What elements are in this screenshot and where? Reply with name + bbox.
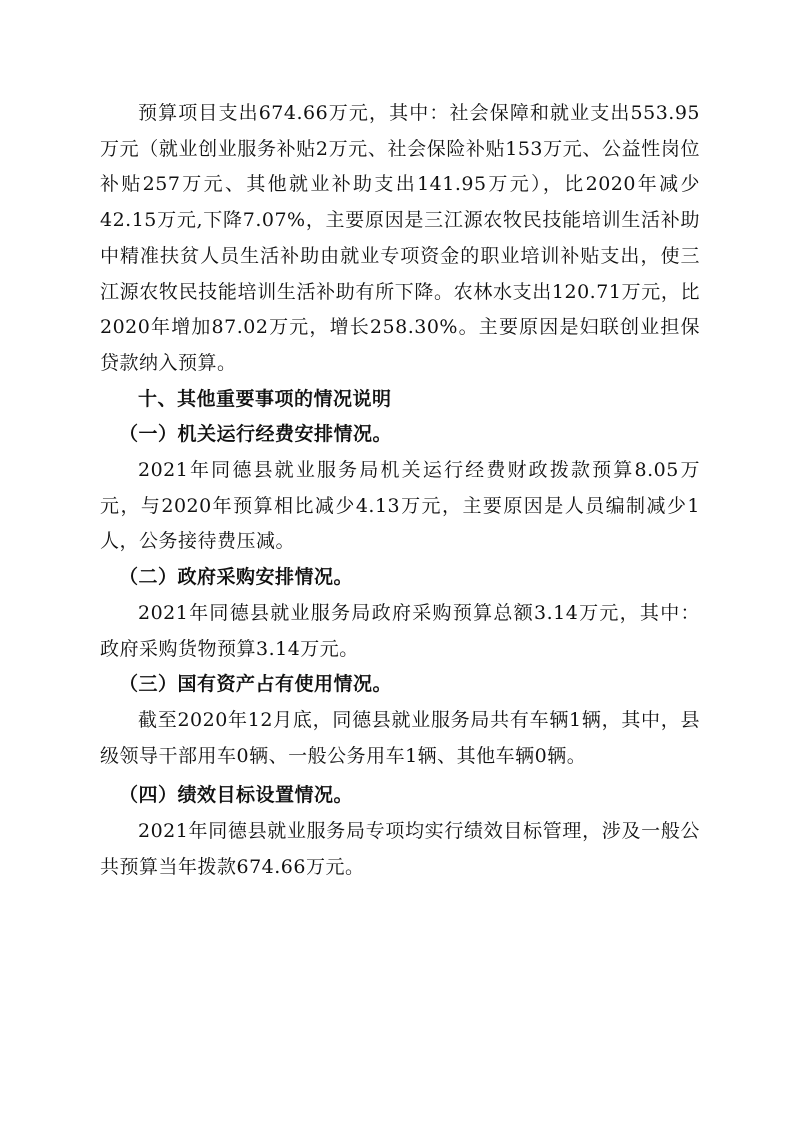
subsection-1-body: 2021年同德县就业服务局机关运行经费财政拨款预算8.05万元，与2020年预算相比减少4.13万元，主要原因是人员编制减少1人，公务接待费压减。 (100, 459, 700, 553)
paragraph-budget-expenditure: 预算项目支出674.66万元，其中：社会保障和就业支出553.95万元（就业创业服务补贴2万元、社会保险补贴153万元、公益性岗位补贴257万元、其他就业补助支出141.95万元），比2020年减少42.15万元,下降7.07%，主要原因是三江源农牧民技能培训生活补助中精准扶贫人员生活补助由就业专项资金的职业培训补贴支出，使三江源农牧民技能培训生活补助有所下降。农林水支出120.71万元，比2020年增加87.02万元，增长258.30%。主要原因是妇联创业担保贷款纳入预算。 (100, 102, 700, 374)
subsection-2-heading: （二）政府采购安排情况。 (119, 566, 354, 589)
subsection-4-heading: （四）绩效目标设置情况。 (119, 784, 354, 807)
section-ten-heading: 十、其他重要事项的情况说明 (138, 387, 392, 410)
subsection-3-heading: （三）国有资产占有使用情况。 (119, 673, 393, 696)
subsection-4-body: 2021年同德县就业服务局专项均实行绩效目标管理，涉及一般公共预算当年拨款674.66万元。 (100, 820, 700, 878)
subsection-1-heading: （一）机关运行经费安排情况。 (119, 423, 393, 446)
subsection-3-body: 截至2020年12月底，同德县就业服务局共有车辆1辆，其中，县级领导干部用车0辆、一般公务用车1辆、其他车辆0辆。 (100, 708, 700, 767)
document-body (100, 96, 700, 885)
subsection-2-body: 2021年同德县就业服务局政府采购预算总额3.14万元，其中：政府采购货物预算3.14万元。 (100, 601, 700, 660)
